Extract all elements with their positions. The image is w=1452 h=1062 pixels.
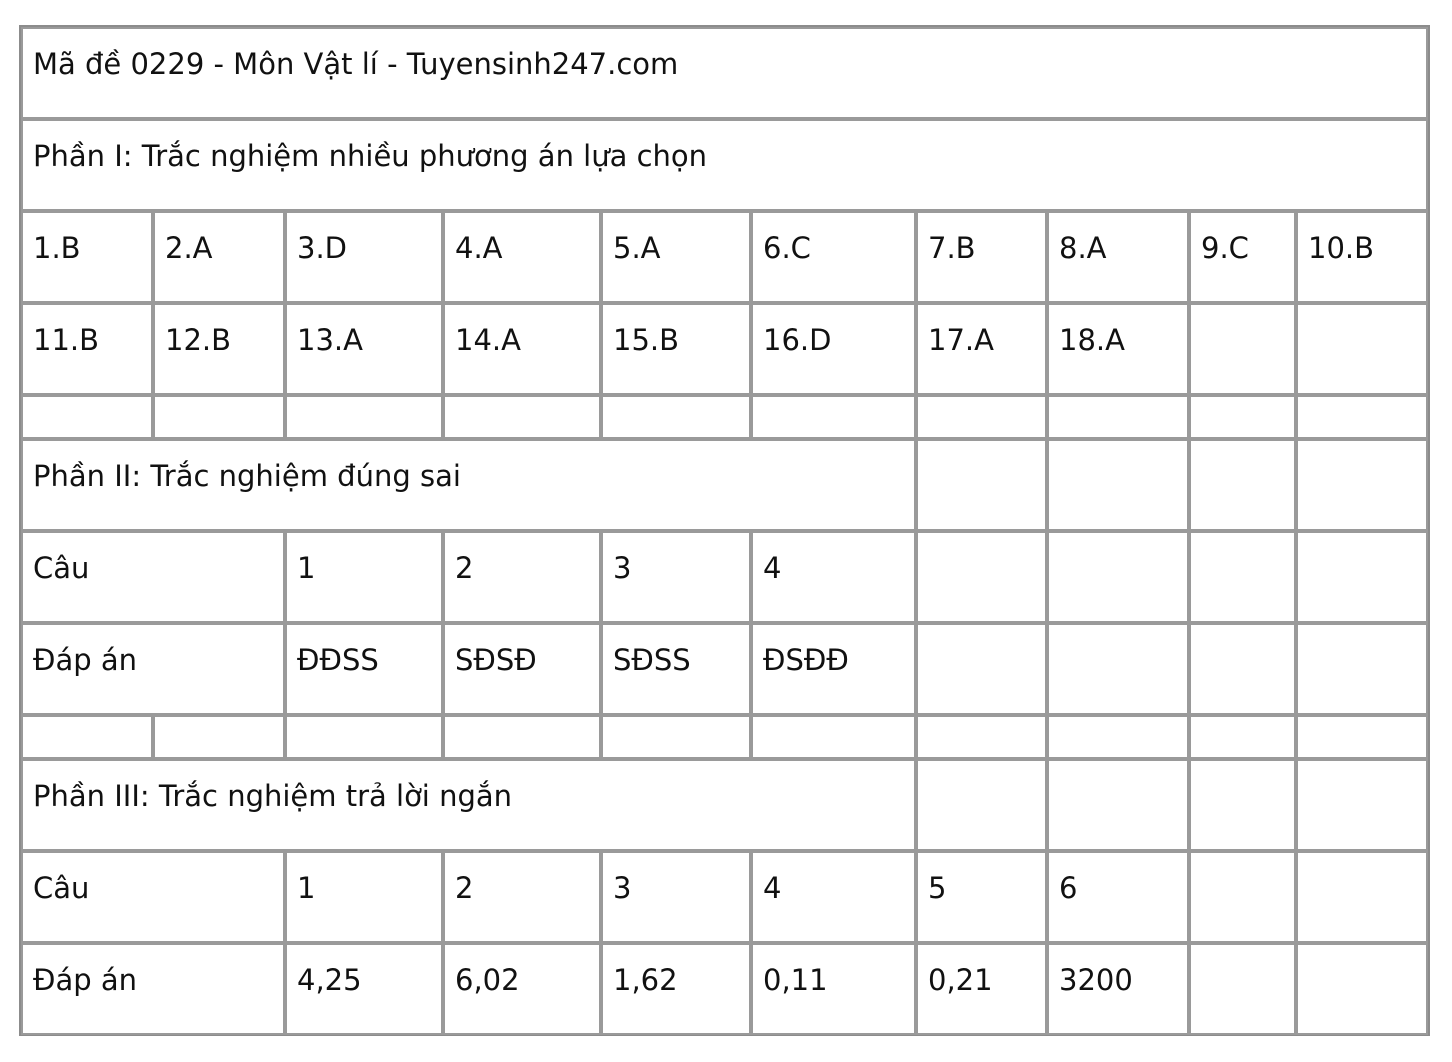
- part3-title-row: [21, 759, 1428, 851]
- answer-cell: 3200: [1047, 943, 1189, 1035]
- part1-answers-row-2: [21, 303, 1428, 395]
- empty-cell: [1189, 439, 1296, 531]
- empty-cell: [1296, 439, 1428, 531]
- answer-label: Đáp án: [21, 623, 285, 715]
- spacer-row: [21, 395, 1428, 439]
- part3-answer-row: [21, 943, 1428, 1035]
- empty-cell: [153, 715, 285, 759]
- answer-cell: 17.A: [916, 303, 1047, 395]
- empty-cell: [1047, 759, 1189, 851]
- answer-cell: 5.A: [601, 211, 751, 303]
- empty-cell: [601, 395, 751, 439]
- answer-cell: 7.B: [916, 211, 1047, 303]
- empty-cell: [153, 395, 285, 439]
- question-number: 1: [285, 531, 443, 623]
- part2-title: Phần II: Trắc nghiệm đúng sai: [21, 439, 916, 531]
- part2-question-row: [21, 531, 1428, 623]
- empty-cell: [916, 759, 1047, 851]
- answer-cell: 9.C: [1189, 211, 1296, 303]
- empty-cell: [443, 395, 601, 439]
- question-number: 3: [601, 851, 751, 943]
- empty-cell: [285, 715, 443, 759]
- page-title: Mã đề 0229 - Môn Vật lí - Tuyensinh247.com: [21, 27, 1428, 119]
- question-number: 4: [751, 531, 916, 623]
- answer-cell: 6.C: [751, 211, 916, 303]
- answer-cell: 0,11: [751, 943, 916, 1035]
- empty-cell: [1296, 759, 1428, 851]
- empty-cell: [1047, 715, 1189, 759]
- answer-cell: ĐSĐĐ: [751, 623, 916, 715]
- answer-key-frame: [19, 25, 1430, 1036]
- empty-cell: [1189, 623, 1296, 715]
- empty-cell: [601, 715, 751, 759]
- empty-cell: [1296, 395, 1428, 439]
- empty-cell: [1047, 623, 1189, 715]
- empty-cell: [916, 531, 1047, 623]
- answer-cell: 0,21: [916, 943, 1047, 1035]
- question-number: 2: [443, 531, 601, 623]
- empty-cell: [1189, 943, 1296, 1035]
- answer-cell: SĐSS: [601, 623, 751, 715]
- answer-cell: 11.B: [21, 303, 153, 395]
- empty-cell: [21, 395, 153, 439]
- answer-cell: 4.A: [443, 211, 601, 303]
- spacer-row: [21, 715, 1428, 759]
- empty-cell: [1047, 439, 1189, 531]
- empty-cell: [1047, 395, 1189, 439]
- part1-title: Phần I: Trắc nghiệm nhiều phương án lựa chọn: [21, 119, 1428, 211]
- answer-cell: 16.D: [751, 303, 916, 395]
- empty-cell: [916, 715, 1047, 759]
- answer-cell: SĐSĐ: [443, 623, 601, 715]
- part1-answers-row-1: [21, 211, 1428, 303]
- answer-cell: 14.A: [443, 303, 601, 395]
- empty-cell: [1296, 531, 1428, 623]
- answer-key-table: [21, 27, 1428, 1035]
- empty-cell: [1047, 531, 1189, 623]
- empty-cell: [916, 439, 1047, 531]
- empty-cell: [1189, 759, 1296, 851]
- answer-cell: 13.A: [285, 303, 443, 395]
- answer-cell: 1,62: [601, 943, 751, 1035]
- empty-cell: [1296, 623, 1428, 715]
- answer-cell: 3.D: [285, 211, 443, 303]
- part3-question-row: [21, 851, 1428, 943]
- empty-cell: [751, 395, 916, 439]
- empty-cell: [1296, 715, 1428, 759]
- part1-title-row: [21, 119, 1428, 211]
- question-number: 5: [916, 851, 1047, 943]
- part3-title: Phần III: Trắc nghiệm trả lời ngắn: [21, 759, 916, 851]
- question-label: Câu: [21, 851, 285, 943]
- answer-cell: 15.B: [601, 303, 751, 395]
- question-number: 1: [285, 851, 443, 943]
- answer-cell: 4,25: [285, 943, 443, 1035]
- empty-cell: [285, 395, 443, 439]
- answer-cell: ĐĐSS: [285, 623, 443, 715]
- empty-cell: [1189, 395, 1296, 439]
- answer-cell: 2.A: [153, 211, 285, 303]
- empty-cell: [916, 395, 1047, 439]
- answer-cell: 18.A: [1047, 303, 1189, 395]
- empty-cell: [443, 715, 601, 759]
- empty-cell: [1189, 531, 1296, 623]
- question-number: 4: [751, 851, 916, 943]
- question-label: Câu: [21, 531, 285, 623]
- answer-cell: 10.B: [1296, 211, 1428, 303]
- question-number: 3: [601, 531, 751, 623]
- answer-cell: 1.B: [21, 211, 153, 303]
- empty-cell: [751, 715, 916, 759]
- answer-cell: 8.A: [1047, 211, 1189, 303]
- part2-answer-row: [21, 623, 1428, 715]
- empty-cell: [916, 623, 1047, 715]
- question-number: 6: [1047, 851, 1189, 943]
- empty-cell: [1296, 303, 1428, 395]
- answer-cell: 12.B: [153, 303, 285, 395]
- empty-cell: [1189, 851, 1296, 943]
- empty-cell: [1189, 303, 1296, 395]
- empty-cell: [21, 715, 153, 759]
- part2-title-row: [21, 439, 1428, 531]
- answer-label: Đáp án: [21, 943, 285, 1035]
- question-number: 2: [443, 851, 601, 943]
- empty-cell: [1189, 715, 1296, 759]
- answer-cell: 6,02: [443, 943, 601, 1035]
- empty-cell: [1296, 851, 1428, 943]
- empty-cell: [1296, 943, 1428, 1035]
- header-row: [21, 27, 1428, 119]
